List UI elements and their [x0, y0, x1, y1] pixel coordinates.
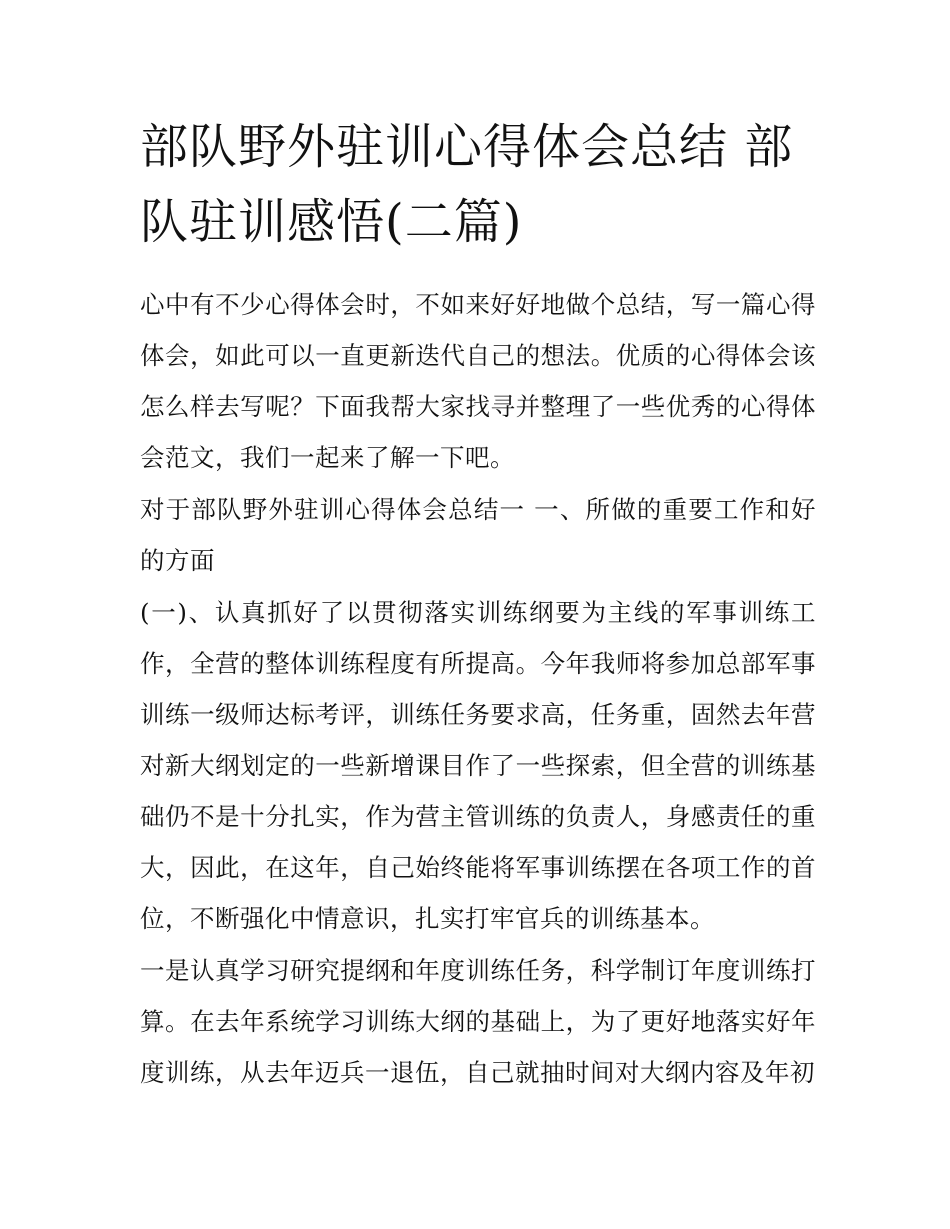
paragraph-study-plan: 一是认真学习研究提纲和年度训练任务，科学制订年度训练打算。在去年系统学习训练大纲的基础上，为了更好地落实好年度训练，从去年迈兵一退伍，自己就抽时间对大纲内容及年初 [140, 956, 816, 1087]
document-title: 部队野外驻训心得体会总结 部队驻训感悟(二篇) [140, 119, 794, 250]
paragraph-training-work: (一)、认真抓好了以贯彻落实训练纲要为主线的军事训练工作，全营的整体训练程度有所提高。今年我师将参加总部军事训练一级师达标考评，训练任务要求高，任务重，固然去年营对新大纲划定的一些新增课目作了一些探索，但全营的训练基础仍不是十分扎实，作为营主管训练的负责人，身感责任的重大，因此，在这年，自己始终能将军事训练摆在各项工作的首位，不断强化中情意识，扎实打牢官兵的训练基本。 [140, 598, 816, 933]
paragraph-section-heading: 对于部队野外驻训心得体会总结一 一、所做的重要工作和好的方面 [140, 495, 816, 575]
paragraph-intro: 心中有不少心得体会时，不如来好好地做个总结，写一篇心得体会，如此可以一直更新迭代自己的想法。优质的心得体会该怎么样去写呢？下面我帮大家找寻并整理了一些优秀的心得体会范文，我们一起来了解一下吧。 [140, 290, 816, 472]
document-body [140, 279, 816, 1099]
